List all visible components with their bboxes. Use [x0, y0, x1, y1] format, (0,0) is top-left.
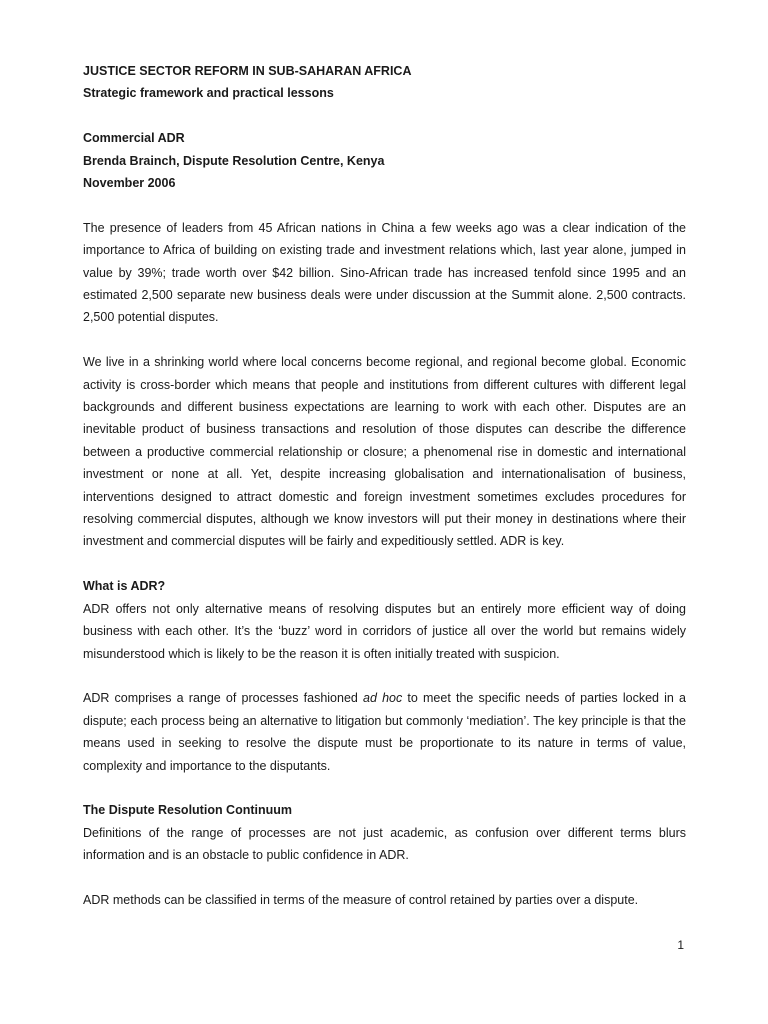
section-heading-continuum: The Dispute Resolution Continuum	[83, 803, 293, 818]
continuum-classification-paragraph: ADR methods can be classified in terms of the measure of control retained by parties over a dispute.	[83, 892, 639, 907]
globalisation-paragraph: We live in a shrinking world where local concerns become regional, and regional become global. Economic activity is cross-border which means that people and institutions from different cultures with different legal backgrounds and different business expectations are learning to work with each other. Disputes are an inevitable product of business transactions and resolution of those disputes can describe the difference between a productive commercial relationship or closure; a phenomenal rise in domestic and international investment or none at all. Yet, despite increasing globalisation and internationalisation of business, interventions designed to attract domestic and foreign investment sometimes excludes procedures for resolving commercial disputes, although we know investors will put their money in destinations where their investment and commercial disputes will be fairly and expeditiously settled. ADR is key.	[83, 355, 686, 549]
adr-definition-paragraph: ADR offers not only alternative means of resolving disputes but an entirely more efficient way of doing business with each other. It’s the ‘buzz’ word in corridors of justice all over the world but remains widely misunderstood which is likely to be the reason it is often initially treated with suspicion.	[83, 601, 686, 661]
document-body	[83, 60, 686, 911]
author-line: Brenda Brainch, Dispute Resolution Centre, Kenya	[83, 153, 385, 168]
topic-heading: Commercial ADR	[83, 131, 185, 146]
page-number: 1	[677, 938, 684, 952]
continuum-definitions-paragraph: Definitions of the range of processes are not just academic, as confusion over different terms blurs information and is an obstacle to public confidence in ADR.	[83, 825, 686, 863]
document-subtitle: Strategic framework and practical lessons	[83, 86, 334, 101]
date-line: November 2006	[83, 176, 176, 191]
ad-hoc-italic: ad hoc	[363, 691, 403, 706]
section-heading-what-is-adr: What is ADR?	[83, 579, 166, 594]
adr-processes-text-a: ADR comprises a range of processes fashioned	[83, 691, 364, 706]
adr-processes-paragraph	[83, 687, 686, 777]
adr-processes-text-b: to meet the specific needs of parties locked in a dispute; each process being an alternative to litigation but commonly ‘mediation’. The key principle is that the means used in seeking to resolve the dispute must be proportionate to its nature in terms of value, complexity and importance to the disputants.	[83, 691, 686, 773]
intro-paragraph: The presence of leaders from 45 African nations in China a few weeks ago was a clear indication of the importance to Africa of building on existing trade and investment relations which, last year alone, jumped in value by 39%; trade worth over $42 billion. Sino-African trade has increased tenfold since 1995 and an estimated 2,500 separate new business deals were under discussion at the Summit alone. 2,500 contracts. 2,500 potential disputes.	[83, 220, 686, 325]
document-title: JUSTICE SECTOR REFORM IN SUB-SAHARAN AFRICA	[83, 64, 412, 78]
